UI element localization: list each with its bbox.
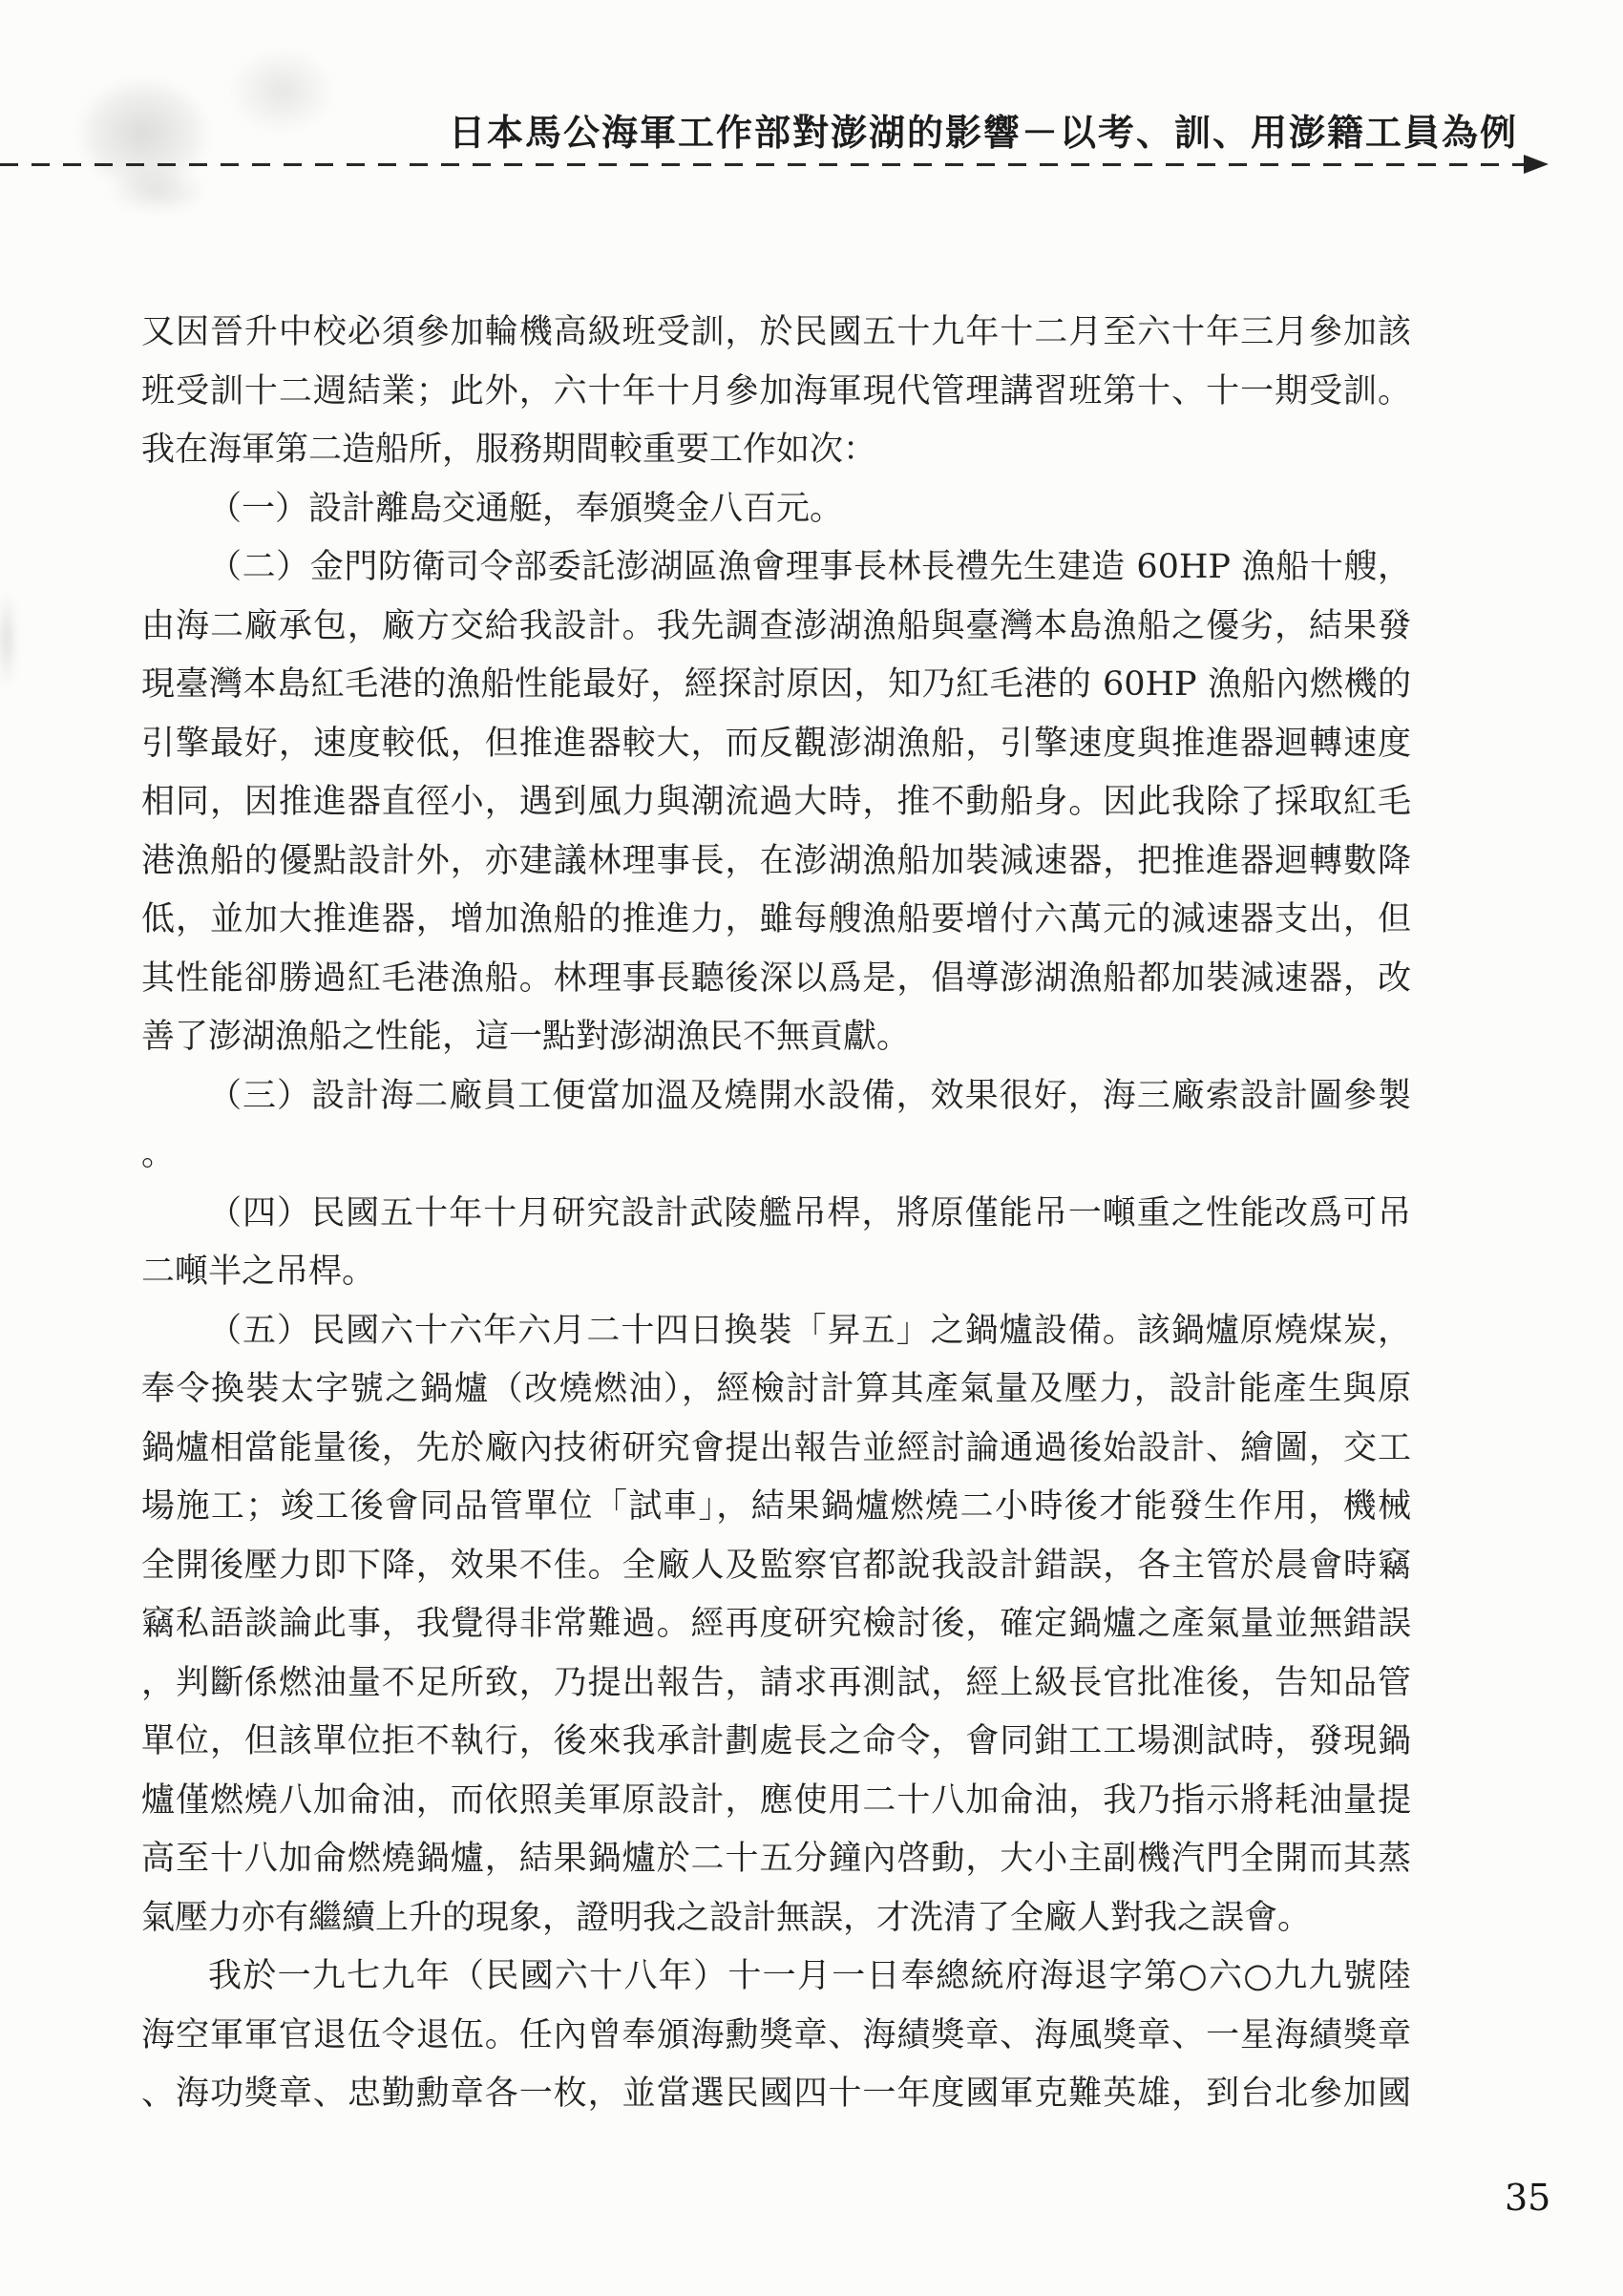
text-line: 鍋爐相當能量後，先於廠內技術研究會提出報告並經討論通過後始設計、繪圖，交工 [141,1428,1411,1467]
text-line: ，判斷係燃油量不足所致，乃提出報告，請求再測試，經上級長官批准後，告知品管 [141,1663,1411,1702]
text-line: （三）設計海二廠員工便當加溫及燒開水設備，效果很好，海三廠索設計圖參製 [208,1076,1411,1115]
page-number: 35 [1505,2177,1551,2219]
text-line: 港漁船的優點設計外，亦建議林理事長，在澎湖漁船加裝減速器，把推進器迴轉數降 [141,841,1411,880]
scan-smudge [0,573,19,706]
text-line: 、海功獎章、忠勤勳章各一枚，並當選民國四十一年度國軍克難英雄，到台北參加國 [141,2075,1411,2113]
text-line: 現臺灣本島紅毛港的漁船性能最好，經探討原因，知乃紅毛港的 60HP 漁船內燃機的 [141,665,1411,704]
text-line: 二噸半之吊桿。 [141,1253,376,1291]
header-divider-dashed [0,163,1528,166]
text-line: 我在海軍第二造船所，服務期間較重要工作如次： [141,431,877,469]
text-line: 全開後壓力即下降，效果不佳。全廠人及監察官都說我設計錯誤，各主管於晨會時竊 [141,1546,1411,1585]
text-line: 場施工；竣工後會同品管單位「試車」，結果鍋爐燃燒二小時後才能發生作用，機械 [141,1487,1411,1526]
text-line: 相同，因推進器直徑小，遇到風力與潮流過大時，推不動船身。因此我除了採取紅毛 [141,783,1411,821]
text-line: 竊私語談論此事，我覺得非常難過。經再度研究檢討後，確定鍋爐之產氣量並無錯誤 [141,1605,1411,1643]
text-line: 海空軍軍官退伍令退伍。任內曾奉頒海勳獎章、海績獎章、海風獎章、一星海績獎章 [141,2015,1411,2054]
scan-smudge [205,29,358,153]
text-line: （一）設計離島交通艇，奉頒獎金八百元。 [208,489,844,528]
text-line: 高至十八加侖燃燒鍋爐，結果鍋爐於二十五分鐘內啓動，大小主副機汽門全開而其蒸 [141,1840,1411,1878]
text-line: 善了澎湖漁船之性能，這一點對澎湖漁民不無貢獻。 [141,1018,911,1056]
divider-arrow-icon [1524,155,1549,174]
text-line: 其性能卻勝過紅毛港漁船。林理事長聽後深以爲是，倡導澎湖漁船都加裝減速器，改 [141,958,1411,998]
scan-smudge [53,57,234,210]
text-line: 又因晉升中校必須參加輪機高級班受訓，於民國五十九年十二月至六十年三月參加該 [141,313,1411,351]
text-line: 低，並加大推進器，增加漁船的推進力，雖每艘漁船要增付六萬元的減速器支出，但 [141,900,1411,938]
text-line: 奉令換裝太字號之鍋爐（改燒燃油），經檢討計算其產氣量及壓力，設計能產生與原 [141,1370,1411,1408]
text-line: 由海二廠承包，廠方交給我設計。我先調查澎湖漁船與臺灣本島漁船之優劣，結果發 [141,606,1411,645]
body-text [141,304,1411,2124]
running-header-title: 日本馬公海軍工作部對澎湖的影響－以考、訓、用澎籍工員為例 [448,112,1518,154]
scan-smudge [86,158,229,224]
text-line: 單位，但該單位拒不執行，後來我承計劃處長之命令，會同鉗工工場測試時，發現鍋 [141,1722,1411,1760]
text-line: 。 [141,1135,176,1173]
text-line: （二）金門防衛司令部委託澎湖區漁會理事長林長禮先生建造 60HP 漁船十艘， [208,548,1411,586]
text-line: 爐僅燃燒八加侖油，而依照美軍原設計，應使用二十八加侖油，我乃指示將耗油量提 [141,1780,1411,1820]
text-line: 氣壓力亦有繼續上升的現象，證明我之設計無誤，才洗清了全廠人對我之誤會。 [141,1898,1312,1937]
text-line: 引擎最好，速度較低，但推進器較大，而反觀澎湖漁船，引擎速度與推進器迴轉速度 [141,724,1411,763]
text-line: 我於一九七九年（民國六十八年）十一月一日奉總統府海退字第○六○九九號陸 [208,1957,1411,1995]
text-line: （四）民國五十年十月研究設計武陵艦吊桿，將原僅能吊一噸重之性能改爲可吊 [208,1193,1411,1232]
text-line: （五）民國六十六年六月二十四日換裝「昇五」之鍋爐設備。該鍋爐原燒煤炭， [208,1311,1411,1350]
text-line: 班受訓十二週結業；此外，六十年十月參加海軍現代管理講習班第十、十一期受訓。 [141,371,1411,411]
